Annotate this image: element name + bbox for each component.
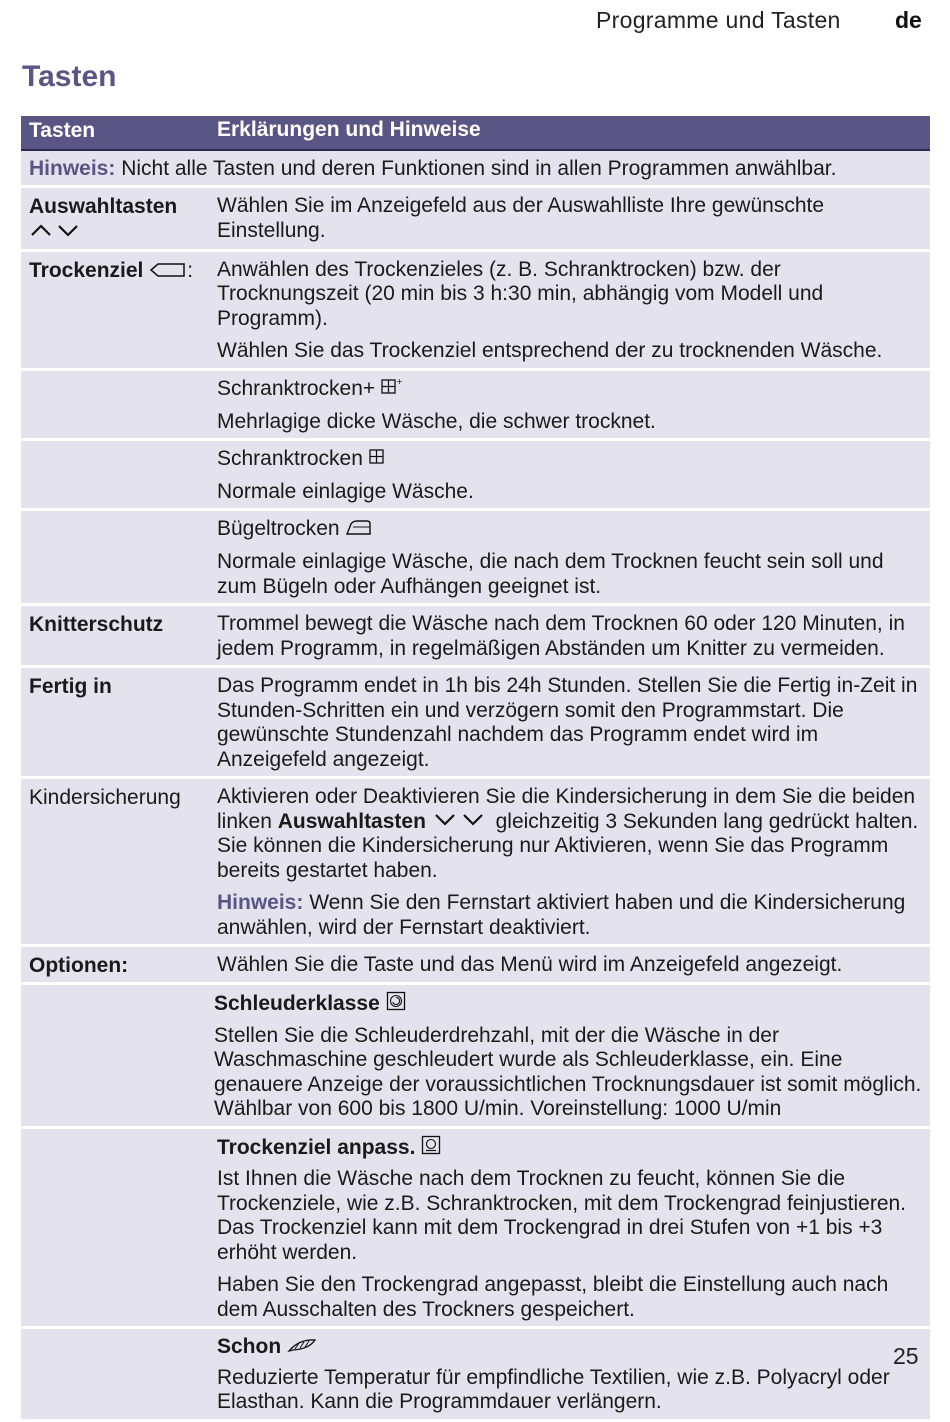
trockenziel-description-1: Anwählen des Trockenzieles (z. B. Schranktrocken) bzw. der Trocknungszeit (20 min bis 3 h:30 min, abhängig vom Modell und Programm). xyxy=(217,257,824,330)
header-col-explanations: Erklärungen und Hinweise xyxy=(217,118,481,142)
knitterschutz-description: Trommel bewegt die Wäsche nach dem Trocknen 60 oder 120 Minuten, in jedem Programm, in regelmäßigen Abständen um Knitter zu vermeiden. xyxy=(217,612,905,660)
table-row-schranktrocken xyxy=(21,441,930,511)
schleuderklasse-title: Schleuderklasse xyxy=(214,992,380,1016)
kindersicherung-text-b: gleichzeitig 3 Sekunden lang gedrückt halten. Sie können die Kindersicherung nur Aktivieren, wenn Sie das Programm bereits gestartet haben. xyxy=(217,809,919,882)
general-note xyxy=(21,151,836,185)
schon-description: Reduzierte Temperatur für empfindliche Textilien, wie z.B. Polyacryl oder Elasthan. Kann die Programmdauer verlängern. xyxy=(217,1365,890,1414)
table-row-buegeltrocken xyxy=(21,511,930,606)
dryness-adjust-icon xyxy=(421,1135,441,1162)
table-row-optionen xyxy=(21,947,930,985)
table-row-kindersicherung xyxy=(21,779,930,947)
cupboard-dry-icon xyxy=(369,447,385,472)
note-label: Hinweis: xyxy=(29,157,116,180)
cupboard-dry-plus-icon xyxy=(381,377,401,402)
table-row-note xyxy=(21,151,930,188)
page-title: Tasten xyxy=(22,60,117,93)
svg-text:+: + xyxy=(396,377,403,387)
table-row-knitterschutz xyxy=(21,606,930,668)
key-label-knitterschutz: Knitterschutz xyxy=(29,613,164,637)
key-label-auswahltasten: Auswahltasten xyxy=(29,195,178,218)
chevron-up-down-icon xyxy=(29,220,83,245)
trockenziel-anpass-description-1: Ist Ihnen die Wäsche nach dem Trocknen zu feucht, können Sie die Trockenziele, wie z.B. Schranktrocken, mit dem Trockengrad feinjustieren. Das Trockenziel kann mit dem Trockengrad in drei Stufen von +1 bis +3 erhöht werden. xyxy=(217,1167,907,1264)
spin-class-icon xyxy=(386,991,406,1018)
trockenziel-anpass-description-2: Haben Sie den Trockengrad angepasst, bleibt die Einstellung auch nach dem Ausschalten des Trockners gespeichert. xyxy=(217,1273,889,1321)
schon-title: Schon xyxy=(217,1335,282,1359)
chevron-down-down-icon xyxy=(432,810,490,835)
schranktrocken-title: Schranktrocken xyxy=(217,447,363,471)
table-row-schleuderklasse xyxy=(21,985,930,1129)
optionen-description: Wählen Sie die Taste und das Menü wird im Anzeigefeld angezeigt. xyxy=(217,953,843,977)
auswahltasten-description: Wählen Sie im Anzeigefeld aus der Auswahlliste Ihre gewünschte Einstellung. xyxy=(217,194,825,242)
header-section-title: Programme und Tasten xyxy=(596,7,841,33)
trockenziel-anpass-title: Trockenziel anpass. xyxy=(217,1135,416,1159)
iron-dry-icon xyxy=(345,518,373,543)
kindersicherung-hint-label: Hinweis: xyxy=(217,891,304,915)
schranktrocken-plus-title: Schranktrocken+ xyxy=(217,376,376,400)
schranktrocken-plus-description: Mehrlagige dicke Wäsche, die schwer trocknet. xyxy=(217,409,656,433)
kindersicherung-text-a: Aktivieren oder Deaktivieren Sie die Kindersicherung in dem Sie die beiden linken xyxy=(217,785,916,833)
buegeltrocken-title: Bügeltrocken xyxy=(217,517,340,541)
kindersicherung-keys-label: Auswahltasten xyxy=(277,809,426,833)
table-row-schon xyxy=(21,1329,930,1422)
feather-gentle-icon xyxy=(287,1335,317,1360)
schranktrocken-description: Normale einlagige Wäsche. xyxy=(217,479,474,503)
key-label-trockenziel: Trockenziel xyxy=(29,258,144,282)
trockenziel-description-2: Wählen Sie das Trockenziel entsprechend der zu trocknenden Wäsche. xyxy=(217,339,883,363)
schleuderklasse-description: Stellen Sie die Schleuderdrehzahl, mit der die Wäsche in der Waschmaschine geschleudert wurde als Schleuderklasse, ein. Eine genauere Anzeige der voraussichtlichen Trocknungsdauer ist somit möglich. Wählbar von 600 bis 1800 U/min. Voreinstellung: 1000 U/min xyxy=(214,1023,922,1121)
key-label-kindersicherung: Kindersicherung xyxy=(29,786,181,810)
table-row-auswahltasten xyxy=(21,188,930,252)
table-row-trockenziel-anpass xyxy=(21,1129,930,1330)
key-label-optionen: Optionen: xyxy=(29,954,129,978)
keys-table xyxy=(21,116,930,1422)
page-number: 25 xyxy=(893,1343,919,1369)
drying-target-icon xyxy=(149,259,187,284)
note-text: Nicht alle Tasten und deren Funktionen sind in allen Programmen anwählbar. xyxy=(121,157,837,180)
key-label-fertig-in: Fertig in xyxy=(29,675,112,699)
table-row-schranktrocken-plus xyxy=(21,371,930,441)
table-row-fertig-in xyxy=(21,668,930,779)
buegeltrocken-description: Normale einlagige Wäsche, die nach dem Trocknen feucht sein soll und zum Bügeln oder Aufhängen geeignet ist. xyxy=(217,550,884,598)
header-col-keys: Tasten xyxy=(29,119,96,142)
table-row-trockenziel: Trockenziel : Anwählen des Trockenzieles (z. B. Schranktrocken) bzw. der Trocknungszeit (20 min bis 3 h:30 min, abhängig vom Modell und Programm). Wählen Sie das Trockenziel entsprechend der zu trocknenden Wäsche. xyxy=(21,252,930,371)
header-language: de xyxy=(895,7,922,33)
fertig-in-description: Das Programm endet in 1h bis 24h Stunden. Stellen Sie die Fertig in-Zeit in Stunden-Schritten ein und verzögern somit den Programmstart. Die gewünschte Stundenzahl nachdem das Programm endet wird im Anzeigefeld angezeigt. xyxy=(217,674,918,771)
kindersicherung-hint-text: Wenn Sie den Fernstart aktiviert haben und die Kindersicherung anwählen, wird der Fernstart deaktiviert. xyxy=(217,891,906,939)
table-header-row xyxy=(21,116,930,151)
